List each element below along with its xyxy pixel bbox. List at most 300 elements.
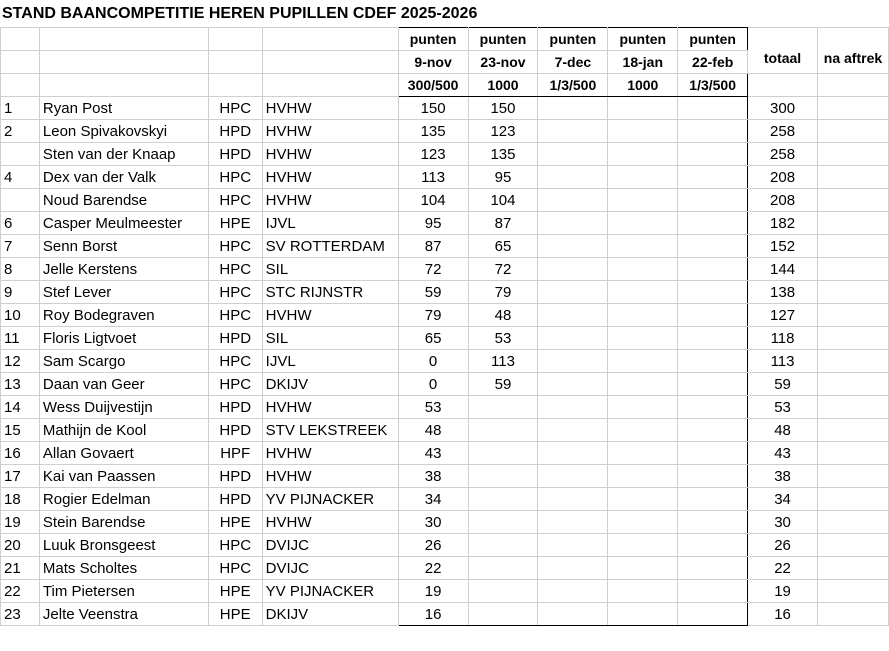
athlete-name-cell[interactable]: Roy Bodegraven (39, 304, 208, 327)
points-7-dec-cell[interactable] (538, 350, 608, 373)
rank-cell[interactable]: 8 (1, 258, 40, 281)
rank-cell[interactable]: 19 (1, 511, 40, 534)
points-7-dec-cell[interactable] (538, 396, 608, 419)
blank-cell[interactable] (262, 74, 398, 97)
points-7-dec-cell[interactable] (538, 488, 608, 511)
total-cell[interactable]: 59 (748, 373, 818, 396)
points-18-jan-cell[interactable] (608, 281, 678, 304)
header-date-4[interactable]: 18-jan (608, 51, 678, 74)
total-cell[interactable]: 138 (748, 281, 818, 304)
club-cell[interactable]: STV LEKSTREEK (262, 419, 398, 442)
athlete-name-cell[interactable]: Wess Duijvestijn (39, 396, 208, 419)
points-22-feb-cell[interactable] (678, 465, 748, 488)
points-7-dec-cell[interactable] (538, 235, 608, 258)
na-aftrek-cell[interactable] (817, 534, 888, 557)
points-18-jan-cell[interactable] (608, 166, 678, 189)
points-23-nov-cell[interactable] (468, 396, 538, 419)
points-23-nov-cell[interactable]: 113 (468, 350, 538, 373)
points-22-feb-cell[interactable] (678, 488, 748, 511)
blank-cell[interactable] (39, 51, 208, 74)
points-9-nov-cell[interactable]: 95 (398, 212, 468, 235)
points-23-nov-cell[interactable]: 135 (468, 143, 538, 166)
points-7-dec-cell[interactable] (538, 143, 608, 166)
rank-cell[interactable]: 18 (1, 488, 40, 511)
athlete-name-cell[interactable]: Ryan Post (39, 97, 208, 120)
blank-cell[interactable] (262, 51, 398, 74)
points-23-nov-cell[interactable]: 95 (468, 166, 538, 189)
table-row (1, 603, 889, 626)
points-9-nov-cell[interactable]: 104 (398, 189, 468, 212)
points-7-dec-cell[interactable] (538, 419, 608, 442)
points-18-jan-cell[interactable] (608, 120, 678, 143)
points-9-nov-cell[interactable]: 65 (398, 327, 468, 350)
category-cell[interactable]: HPD (208, 465, 262, 488)
category-cell[interactable]: HPC (208, 534, 262, 557)
points-9-nov-cell[interactable]: 59 (398, 281, 468, 304)
rank-cell[interactable]: 4 (1, 166, 40, 189)
category-cell[interactable]: HPC (208, 304, 262, 327)
na-aftrek-cell[interactable] (817, 212, 888, 235)
points-18-jan-cell[interactable] (608, 97, 678, 120)
category-cell[interactable]: HPE (208, 603, 262, 626)
rank-cell[interactable]: 6 (1, 212, 40, 235)
points-7-dec-cell[interactable] (538, 258, 608, 281)
total-cell[interactable]: 208 (748, 189, 818, 212)
points-18-jan-cell[interactable] (608, 580, 678, 603)
points-7-dec-cell[interactable] (538, 442, 608, 465)
header-punten-5[interactable]: punten (678, 28, 748, 51)
points-23-nov-cell[interactable]: 150 (468, 97, 538, 120)
table-row (1, 419, 889, 442)
club-cell[interactable]: HVHW (262, 442, 398, 465)
points-23-nov-cell[interactable] (468, 511, 538, 534)
total-cell[interactable]: 152 (748, 235, 818, 258)
na-aftrek-cell[interactable] (817, 166, 888, 189)
points-23-nov-cell[interactable] (468, 557, 538, 580)
points-7-dec-cell[interactable] (538, 373, 608, 396)
blank-cell[interactable] (748, 74, 818, 97)
points-7-dec-cell[interactable] (538, 97, 608, 120)
na-aftrek-cell[interactable] (817, 511, 888, 534)
points-22-feb-cell[interactable] (678, 442, 748, 465)
header-points-4[interactable]: 1000 (608, 74, 678, 97)
points-9-nov-cell[interactable]: 22 (398, 557, 468, 580)
athlete-name-cell[interactable]: Dex van der Valk (39, 166, 208, 189)
rank-cell[interactable]: 1 (1, 97, 40, 120)
club-cell[interactable]: SIL (262, 258, 398, 281)
header-date-1[interactable]: 9-nov (398, 51, 468, 74)
total-cell[interactable]: 38 (748, 465, 818, 488)
points-9-nov-cell[interactable]: 135 (398, 120, 468, 143)
points-23-nov-cell[interactable] (468, 534, 538, 557)
club-cell[interactable]: IJVL (262, 212, 398, 235)
points-22-feb-cell[interactable] (678, 419, 748, 442)
athlete-name-cell[interactable]: Senn Borst (39, 235, 208, 258)
header-row-points (1, 74, 889, 97)
category-cell[interactable]: HPD (208, 143, 262, 166)
club-cell[interactable]: DVIJC (262, 557, 398, 580)
category-cell[interactable]: HPD (208, 488, 262, 511)
points-23-nov-cell[interactable]: 72 (468, 258, 538, 281)
category-cell[interactable]: HPC (208, 281, 262, 304)
club-cell[interactable]: DKIJV (262, 373, 398, 396)
total-cell[interactable]: 34 (748, 488, 818, 511)
club-cell[interactable]: DKIJV (262, 603, 398, 626)
points-22-feb-cell[interactable] (678, 281, 748, 304)
athlete-name-cell[interactable]: Luuk Bronsgeest (39, 534, 208, 557)
sheet-title: STAND BAANCOMPETITIE HEREN PUPILLEN CDEF 2025-2026 (2, 5, 478, 22)
points-22-feb-cell[interactable] (678, 235, 748, 258)
rank-cell[interactable]: 15 (1, 419, 40, 442)
points-18-jan-cell[interactable] (608, 534, 678, 557)
na-aftrek-cell[interactable] (817, 419, 888, 442)
na-aftrek-cell[interactable] (817, 557, 888, 580)
total-cell[interactable]: 208 (748, 166, 818, 189)
club-cell[interactable]: HVHW (262, 189, 398, 212)
points-22-feb-cell[interactable] (678, 511, 748, 534)
points-9-nov-cell[interactable]: 72 (398, 258, 468, 281)
club-cell[interactable]: HVHW (262, 304, 398, 327)
standings-table (0, 27, 889, 626)
category-cell[interactable]: HPC (208, 350, 262, 373)
table-row (1, 488, 889, 511)
na-aftrek-cell[interactable] (817, 258, 888, 281)
table-row (1, 511, 889, 534)
athlete-name-cell[interactable]: Allan Govaert (39, 442, 208, 465)
total-cell[interactable]: 182 (748, 212, 818, 235)
header-date-2[interactable]: 23-nov (468, 51, 538, 74)
points-7-dec-cell[interactable] (538, 580, 608, 603)
header-row-punten (1, 28, 889, 51)
points-9-nov-cell[interactable]: 123 (398, 143, 468, 166)
points-23-nov-cell[interactable]: 65 (468, 235, 538, 258)
points-22-feb-cell[interactable] (678, 327, 748, 350)
points-18-jan-cell[interactable] (608, 557, 678, 580)
points-22-feb-cell[interactable] (678, 143, 748, 166)
points-18-jan-cell[interactable] (608, 212, 678, 235)
points-7-dec-cell[interactable] (538, 557, 608, 580)
category-cell[interactable]: HPF (208, 442, 262, 465)
table-row (1, 442, 889, 465)
na-aftrek-cell[interactable] (817, 442, 888, 465)
club-cell[interactable]: HVHW (262, 120, 398, 143)
club-cell[interactable]: HVHW (262, 465, 398, 488)
header-date-5[interactable]: 22-feb (678, 51, 748, 74)
category-cell[interactable]: HPE (208, 511, 262, 534)
total-cell[interactable]: 113 (748, 350, 818, 373)
points-18-jan-cell[interactable] (608, 373, 678, 396)
athlete-name-cell[interactable]: Sten van der Knaap (39, 143, 208, 166)
total-cell[interactable]: 30 (748, 511, 818, 534)
points-9-nov-cell[interactable]: 34 (398, 488, 468, 511)
total-cell[interactable]: 258 (748, 143, 818, 166)
total-cell[interactable]: 53 (748, 396, 818, 419)
na-aftrek-cell[interactable] (817, 120, 888, 143)
points-7-dec-cell[interactable] (538, 189, 608, 212)
points-23-nov-cell[interactable] (468, 419, 538, 442)
athlete-name-cell[interactable]: Mats Scholtes (39, 557, 208, 580)
athlete-name-cell[interactable]: Daan van Geer (39, 373, 208, 396)
category-cell[interactable]: HPD (208, 396, 262, 419)
points-18-jan-cell[interactable] (608, 396, 678, 419)
club-cell[interactable]: YV PIJNACKER (262, 580, 398, 603)
rank-cell[interactable]: 10 (1, 304, 40, 327)
points-22-feb-cell[interactable] (678, 534, 748, 557)
points-9-nov-cell[interactable]: 79 (398, 304, 468, 327)
rank-cell[interactable]: 7 (1, 235, 40, 258)
na-aftrek-cell[interactable] (817, 396, 888, 419)
points-23-nov-cell[interactable]: 123 (468, 120, 538, 143)
rank-cell[interactable]: 2 (1, 120, 40, 143)
header-points-2[interactable]: 1000 (468, 74, 538, 97)
table-row (1, 120, 889, 143)
points-9-nov-cell[interactable]: 0 (398, 350, 468, 373)
points-23-nov-cell[interactable]: 53 (468, 327, 538, 350)
na-aftrek-cell[interactable] (817, 603, 888, 626)
na-aftrek-cell[interactable] (817, 488, 888, 511)
club-cell[interactable]: DVIJC (262, 534, 398, 557)
category-cell[interactable]: HPE (208, 212, 262, 235)
table-row (1, 97, 889, 120)
category-cell[interactable]: HPC (208, 557, 262, 580)
na-aftrek-cell[interactable] (817, 143, 888, 166)
points-18-jan-cell[interactable] (608, 465, 678, 488)
club-cell[interactable]: IJVL (262, 350, 398, 373)
points-9-nov-cell[interactable]: 0 (398, 373, 468, 396)
points-23-nov-cell[interactable] (468, 580, 538, 603)
total-cell[interactable]: 22 (748, 557, 818, 580)
category-cell[interactable]: HPD (208, 120, 262, 143)
points-9-nov-cell[interactable]: 30 (398, 511, 468, 534)
points-23-nov-cell[interactable]: 59 (468, 373, 538, 396)
na-aftrek-cell[interactable] (817, 350, 888, 373)
athlete-name-cell[interactable]: Sam Scargo (39, 350, 208, 373)
points-22-feb-cell[interactable] (678, 580, 748, 603)
points-22-feb-cell[interactable] (678, 258, 748, 281)
points-7-dec-cell[interactable] (538, 212, 608, 235)
total-cell[interactable]: 48 (748, 419, 818, 442)
points-23-nov-cell[interactable] (468, 488, 538, 511)
points-18-jan-cell[interactable] (608, 603, 678, 626)
club-cell[interactable]: HVHW (262, 396, 398, 419)
points-22-feb-cell[interactable] (678, 97, 748, 120)
points-18-jan-cell[interactable] (608, 442, 678, 465)
athlete-name-cell[interactable]: Leon Spivakovskyi (39, 120, 208, 143)
rank-cell[interactable]: 11 (1, 327, 40, 350)
points-7-dec-cell[interactable] (538, 166, 608, 189)
blank-cell[interactable] (1, 74, 40, 97)
points-9-nov-cell[interactable]: 113 (398, 166, 468, 189)
blank-cell[interactable] (208, 28, 262, 51)
header-punten-4[interactable]: punten (608, 28, 678, 51)
table-row (1, 212, 889, 235)
points-18-jan-cell[interactable] (608, 258, 678, 281)
points-9-nov-cell[interactable]: 150 (398, 97, 468, 120)
rank-cell[interactable]: 21 (1, 557, 40, 580)
category-cell[interactable]: HPC (208, 235, 262, 258)
points-18-jan-cell[interactable] (608, 511, 678, 534)
points-7-dec-cell[interactable] (538, 603, 608, 626)
rank-cell[interactable]: 12 (1, 350, 40, 373)
header-points-3[interactable]: 1/3/500 (538, 74, 608, 97)
table-row (1, 258, 889, 281)
blank-cell[interactable] (262, 28, 398, 51)
blank-cell[interactable] (39, 74, 208, 97)
blank-cell[interactable] (39, 28, 208, 51)
points-22-feb-cell[interactable] (678, 557, 748, 580)
athlete-name-cell[interactable]: Tim Pietersen (39, 580, 208, 603)
total-cell[interactable]: 118 (748, 327, 818, 350)
rank-cell[interactable]: 22 (1, 580, 40, 603)
category-cell[interactable]: HPC (208, 258, 262, 281)
total-cell[interactable]: 16 (748, 603, 818, 626)
na-aftrek-cell[interactable] (817, 304, 888, 327)
athlete-name-cell[interactable]: Stef Lever (39, 281, 208, 304)
blank-cell[interactable] (1, 51, 40, 74)
points-7-dec-cell[interactable] (538, 511, 608, 534)
header-na-aftrek[interactable]: na aftrek (817, 28, 888, 74)
points-18-jan-cell[interactable] (608, 419, 678, 442)
points-23-nov-cell[interactable] (468, 465, 538, 488)
points-9-nov-cell[interactable]: 48 (398, 419, 468, 442)
header-punten-3[interactable]: punten (538, 28, 608, 51)
points-23-nov-cell[interactable]: 48 (468, 304, 538, 327)
club-cell[interactable]: SIL (262, 327, 398, 350)
header-date-3[interactable]: 7-dec (538, 51, 608, 74)
header-points-1[interactable]: 300/500 (398, 74, 468, 97)
athlete-name-cell[interactable]: Rogier Edelman (39, 488, 208, 511)
athlete-name-cell[interactable]: Floris Ligtvoet (39, 327, 208, 350)
na-aftrek-cell[interactable] (817, 281, 888, 304)
total-cell[interactable]: 127 (748, 304, 818, 327)
points-18-jan-cell[interactable] (608, 350, 678, 373)
category-cell[interactable]: HPC (208, 189, 262, 212)
rank-cell[interactable] (1, 189, 40, 212)
rank-cell[interactable]: 17 (1, 465, 40, 488)
total-cell[interactable]: 258 (748, 120, 818, 143)
total-cell[interactable]: 43 (748, 442, 818, 465)
total-cell[interactable]: 144 (748, 258, 818, 281)
points-23-nov-cell[interactable]: 104 (468, 189, 538, 212)
rank-cell[interactable] (1, 143, 40, 166)
na-aftrek-cell[interactable] (817, 189, 888, 212)
points-22-feb-cell[interactable] (678, 350, 748, 373)
points-22-feb-cell[interactable] (678, 166, 748, 189)
points-23-nov-cell[interactable]: 79 (468, 281, 538, 304)
athlete-name-cell[interactable]: Jelte Veenstra (39, 603, 208, 626)
header-punten-2[interactable]: punten (468, 28, 538, 51)
points-18-jan-cell[interactable] (608, 304, 678, 327)
points-22-feb-cell[interactable] (678, 603, 748, 626)
points-22-feb-cell[interactable] (678, 189, 748, 212)
na-aftrek-cell[interactable] (817, 235, 888, 258)
rank-cell[interactable]: 16 (1, 442, 40, 465)
points-7-dec-cell[interactable] (538, 327, 608, 350)
rank-cell[interactable]: 9 (1, 281, 40, 304)
category-cell[interactable]: HPC (208, 373, 262, 396)
athlete-name-cell[interactable]: Casper Meulmeester (39, 212, 208, 235)
rank-cell[interactable]: 14 (1, 396, 40, 419)
category-cell[interactable]: HPC (208, 97, 262, 120)
club-cell[interactable]: HVHW (262, 511, 398, 534)
points-22-feb-cell[interactable] (678, 373, 748, 396)
header-points-5[interactable]: 1/3/500 (678, 74, 748, 97)
athlete-name-cell[interactable]: Mathijn de Kool (39, 419, 208, 442)
points-18-jan-cell[interactable] (608, 327, 678, 350)
category-cell[interactable]: HPD (208, 327, 262, 350)
rank-cell[interactable]: 20 (1, 534, 40, 557)
na-aftrek-cell[interactable] (817, 465, 888, 488)
category-cell[interactable]: HPD (208, 419, 262, 442)
total-cell[interactable]: 300 (748, 97, 818, 120)
points-7-dec-cell[interactable] (538, 304, 608, 327)
blank-cell[interactable] (208, 51, 262, 74)
points-23-nov-cell[interactable]: 87 (468, 212, 538, 235)
points-18-jan-cell[interactable] (608, 189, 678, 212)
points-9-nov-cell[interactable]: 16 (398, 603, 468, 626)
points-23-nov-cell[interactable] (468, 442, 538, 465)
blank-cell[interactable] (1, 28, 40, 51)
header-punten-1[interactable]: punten (398, 28, 468, 51)
points-7-dec-cell[interactable] (538, 534, 608, 557)
points-7-dec-cell[interactable] (538, 120, 608, 143)
points-9-nov-cell[interactable]: 43 (398, 442, 468, 465)
athlete-name-cell[interactable]: Noud Barendse (39, 189, 208, 212)
blank-cell[interactable] (208, 74, 262, 97)
na-aftrek-cell[interactable] (817, 97, 888, 120)
points-23-nov-cell[interactable] (468, 603, 538, 626)
points-22-feb-cell[interactable] (678, 304, 748, 327)
points-22-feb-cell[interactable] (678, 396, 748, 419)
na-aftrek-cell[interactable] (817, 580, 888, 603)
header-totaal[interactable]: totaal (748, 28, 818, 74)
points-18-jan-cell[interactable] (608, 488, 678, 511)
points-22-feb-cell[interactable] (678, 212, 748, 235)
points-9-nov-cell[interactable]: 53 (398, 396, 468, 419)
table-row (1, 580, 889, 603)
club-cell[interactable]: HVHW (262, 166, 398, 189)
points-18-jan-cell[interactable] (608, 235, 678, 258)
club-cell[interactable]: HVHW (262, 143, 398, 166)
athlete-name-cell[interactable]: Jelle Kerstens (39, 258, 208, 281)
points-18-jan-cell[interactable] (608, 143, 678, 166)
points-9-nov-cell[interactable]: 26 (398, 534, 468, 557)
na-aftrek-cell[interactable] (817, 327, 888, 350)
na-aftrek-cell[interactable] (817, 373, 888, 396)
points-22-feb-cell[interactable] (678, 120, 748, 143)
points-7-dec-cell[interactable] (538, 465, 608, 488)
blank-cell[interactable] (817, 74, 888, 97)
table-row (1, 350, 889, 373)
club-cell[interactable]: HVHW (262, 97, 398, 120)
category-cell[interactable]: HPC (208, 166, 262, 189)
rank-cell[interactable]: 23 (1, 603, 40, 626)
rank-cell[interactable]: 13 (1, 373, 40, 396)
athlete-name-cell[interactable]: Stein Barendse (39, 511, 208, 534)
points-7-dec-cell[interactable] (538, 281, 608, 304)
table-row (1, 373, 889, 396)
total-cell[interactable]: 26 (748, 534, 818, 557)
club-cell[interactable]: STC RIJNSTR (262, 281, 398, 304)
points-9-nov-cell[interactable]: 19 (398, 580, 468, 603)
category-cell[interactable]: HPE (208, 580, 262, 603)
club-cell[interactable]: SV ROTTERDAM (262, 235, 398, 258)
total-cell[interactable]: 19 (748, 580, 818, 603)
club-cell[interactable]: YV PIJNACKER (262, 488, 398, 511)
points-9-nov-cell[interactable]: 87 (398, 235, 468, 258)
athlete-name-cell[interactable]: Kai van Paassen (39, 465, 208, 488)
points-9-nov-cell[interactable]: 38 (398, 465, 468, 488)
